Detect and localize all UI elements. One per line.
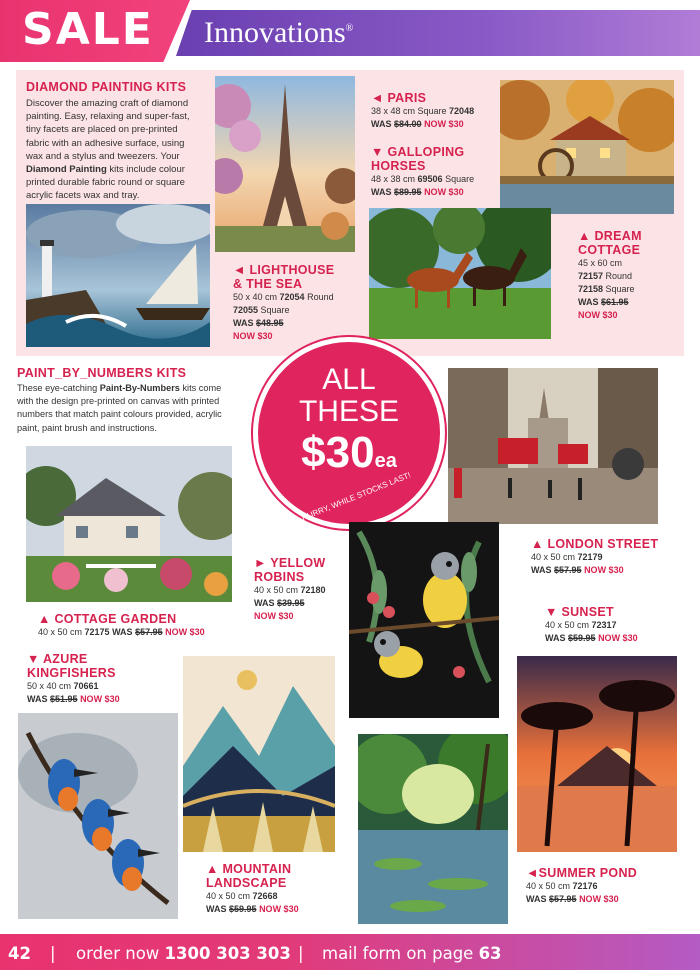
arrow-up-icon: ▲ [38,612,51,626]
lighthouse-was [233,317,353,330]
diamond-line: Discover the amazing craft of diamond [26,98,189,109]
order-phone[interactable]: 1300 303 303 [164,944,291,963]
sunset-size [545,619,685,632]
diamond-description [26,97,206,203]
product-code: 72176 [572,881,598,891]
size-text: 38 x 48 cm Square [371,106,450,116]
dream-cottage-code1 [578,270,678,283]
mountain-name: MOUNTAIN [222,862,292,876]
price-badge [253,337,445,529]
dream-cottage-title [578,229,678,257]
arrow-down-icon: ▼ [545,605,558,619]
cottage-garden-info [38,613,258,639]
kingfishers-title [27,652,167,680]
badge-all-these [258,364,440,428]
was-price: $48.95 [256,318,284,328]
summer-pond-image [358,734,508,924]
diamond-line: printed durable fabric round or square [26,177,185,189]
was-label: WAS [578,297,602,307]
product-code: 72048 [449,106,475,116]
sunset-image [517,656,677,852]
dream-cottage-code2 [578,283,678,296]
now-price: NOW $30 [162,627,205,637]
mail-page: 63 [478,944,502,963]
mail-text: mail form on page [322,944,479,963]
order-text: order now [76,944,165,963]
arrow-left-icon: ◄ [371,91,384,105]
was-label: WAS [526,894,550,904]
paris-name: PARIS [387,91,427,105]
size-text: 40 x 50 cm [254,585,301,595]
shape-text: Square [442,174,475,184]
now-price: NOW $30 [598,633,638,643]
arrow-left-icon: ◄ [526,866,539,880]
size-text: 40 x 50 cm [38,627,85,637]
london-info [531,538,691,577]
was-label: WAS [27,694,51,704]
badge-hurry: HURRY, WHILE STOCKS LAST! [300,470,412,523]
size-text: 40 x 50 cm [531,552,578,562]
footer-order[interactable] [76,944,291,963]
now-price: NOW $30 [578,310,618,320]
now-price: NOW $30 [579,894,619,904]
now-price: NOW $30 [584,565,624,575]
badge-all: ALL [322,363,376,396]
product-code: 72054 [279,292,305,302]
cottage-garden-image [26,446,232,602]
robins-title [254,556,354,584]
yellow-robins-image [349,522,499,718]
london-price [531,564,691,577]
was-price: $59.95 [568,633,596,643]
dream-cottage-name: COTTAGE [578,243,641,257]
paris-size [371,105,501,118]
sunset-price [545,632,685,645]
product-code: 72175 [84,627,110,637]
was-price: $51.95 [50,694,78,704]
size-text: 50 x 40 cm [27,681,74,691]
dream-cottage-info [578,229,678,322]
kingfishers-image [18,713,178,919]
kingfishers-name: AZURE [42,652,88,666]
size-text: 40 x 50 cm [206,891,253,901]
badge-each: ea [374,450,397,472]
brand-name: Innovations [204,16,346,49]
arrow-up-icon: ▲ [531,537,544,551]
was-label: WAS [254,598,278,608]
lighthouse-name: & THE SEA [233,277,303,291]
page-number: 42 [8,944,31,963]
badge-these: THESE [298,395,400,428]
diamond-line [26,163,206,176]
product-code: 72180 [300,585,326,595]
paint-line: numbers that match paint colours provided, acrylic [17,409,222,420]
diamond-line: fabric with an adhesive surface, using [26,137,185,149]
now-price: NOW $30 [424,119,464,129]
was-label: WAS [371,119,395,129]
london-image [448,368,658,524]
horses-size [371,173,501,186]
arrow-left-icon: ◄ [233,263,246,277]
was-price: $57.95 [549,894,577,904]
mountain-price [206,903,336,916]
was-label: WAS [233,318,257,328]
horses-info [371,145,501,199]
london-name: LONDON STREET [547,537,659,551]
was-price: $57.95 [554,565,582,575]
summer-pond-info [526,867,686,906]
kingfishers-info [27,652,167,706]
product-code: 70661 [73,681,99,691]
robins-size [254,584,354,597]
diamond-intro [26,80,206,203]
badge-price [258,428,440,478]
registered-mark: ® [345,23,354,34]
cottage-garden-title [38,613,258,626]
dream-cottage-name: DREAM [594,229,642,243]
product-code: 72668 [252,891,278,901]
was-price: $89.95 [394,187,422,197]
arrow-down-icon: ▼ [27,652,40,666]
was-price: $84.00 [394,119,422,129]
diamond-line-rest: kits include colour [106,164,185,176]
paint-bold: Paint-By-Numbers [99,383,180,393]
horses-price [371,186,501,199]
cottage-garden-line [38,626,258,639]
size-text: 45 x 60 cm [578,258,623,268]
arrow-down-icon: ▼ [371,145,384,159]
paint-numbers-intro [17,366,257,435]
horses-name: GALLOPING [387,145,465,159]
diamond-line: painting. Easy, relaxing and super-fast, [26,111,190,123]
was-label: WAS [531,565,555,575]
brand-title [204,16,353,50]
dream-cottage-was [578,296,678,309]
arrow-right-icon: ► [254,556,267,570]
summer-pond-price [526,893,686,906]
footer-separator: | [298,944,304,963]
lighthouse-code2 [233,304,353,317]
mountain-size [206,890,336,903]
arrow-up-icon: ▲ [206,862,219,876]
product-code: 72158 [578,284,604,294]
now-price: NOW $30 [259,904,299,914]
horses-name: HORSES [371,159,426,173]
paint-line: paint, paint brush and instructions. [17,422,157,433]
diamond-line: acrylic facets wax and tray. [26,190,140,202]
badge-price-value: $30 [301,428,375,477]
paint-numbers-description [17,382,257,435]
diamond-line: wax and a stylus and tweezers. Your [26,150,180,162]
was-label: WAS [109,627,136,637]
horses-image [369,208,551,339]
robins-name: ROBINS [254,570,305,584]
product-code: 69506 [417,174,443,184]
size-text: 40 x 50 cm [526,881,573,891]
shape-text: Round [304,292,334,302]
shape-text: Round [603,271,633,281]
footer-separator: | [50,944,56,963]
cottage-garden-name: COTTAGE GARDEN [54,612,177,626]
diamond-bold: Diamond Painting [26,164,107,176]
product-code: 72055 [233,305,259,315]
page-footer [0,934,700,970]
arrow-up-icon: ▲ [578,229,591,243]
paint-line: with the design pre-printed on canvas with printed [17,396,220,407]
paint-numbers-title: PAINT_BY_NUMBERS KITS [17,366,187,380]
london-title [531,538,691,551]
product-code: 72157 [578,271,604,281]
paint-line [17,382,257,395]
dream-cottage-image [500,80,674,214]
sunset-info [545,606,685,645]
paris-title [371,92,501,105]
sunset-title [545,606,685,619]
horses-title [371,145,501,173]
was-label: WAS [371,187,395,197]
now-price: NOW $30 [233,331,273,341]
lighthouse-size [233,291,353,304]
now-price: NOW $30 [424,187,464,197]
kingfishers-size [27,680,167,693]
page-header [0,0,700,62]
lighthouse-title [233,263,353,291]
diamond-title: DIAMOND PAINTING KITS [26,80,187,94]
footer-mail[interactable] [322,944,502,963]
lighthouse-info [233,263,353,343]
paris-price [371,118,501,131]
summer-pond-title [526,867,686,880]
sunset-name: SUNSET [561,605,614,619]
was-price: $57.95 [135,627,163,637]
size-text: 50 x 40 cm [233,292,280,302]
was-label: WAS [545,633,569,643]
paris-image [215,76,355,252]
kingfishers-name: KINGFISHERS [27,666,116,680]
summer-pond-name: SUMMER POND [538,866,638,880]
now-price: NOW $30 [254,611,294,621]
mountain-image [183,656,335,852]
product-code: 72317 [591,620,617,630]
mountain-name: LANDSCAPE [206,876,287,890]
size-text: 40 x 50 cm [545,620,592,630]
diamond-line: tiny facets are placed on pre-printed [26,124,178,136]
shape-text: Square [258,305,290,315]
summer-pond-size [526,880,686,893]
was-price: $61.95 [601,297,629,307]
mountain-title [206,862,336,890]
paint-line-text: kits come [179,383,222,393]
kingfishers-price [27,693,167,706]
now-price: NOW $30 [80,694,120,704]
robins-name: YELLOW [270,556,326,570]
was-price: $39.95 [277,598,305,608]
size-text: 48 x 38 cm [371,174,418,184]
lighthouse-name: LIGHTHOUSE [249,263,335,277]
was-label: WAS [206,904,230,914]
shape-text: Square [603,284,635,294]
paris-info [371,92,501,131]
robins-was [254,597,354,610]
mountain-info [206,862,336,916]
sale-title: SALE [22,4,154,55]
lighthouse-image [26,204,210,347]
london-size [531,551,691,564]
product-code: 72179 [577,552,603,562]
robins-info [254,556,354,623]
was-price: $59.95 [229,904,257,914]
paint-line-text: These eye-catching [17,383,100,393]
